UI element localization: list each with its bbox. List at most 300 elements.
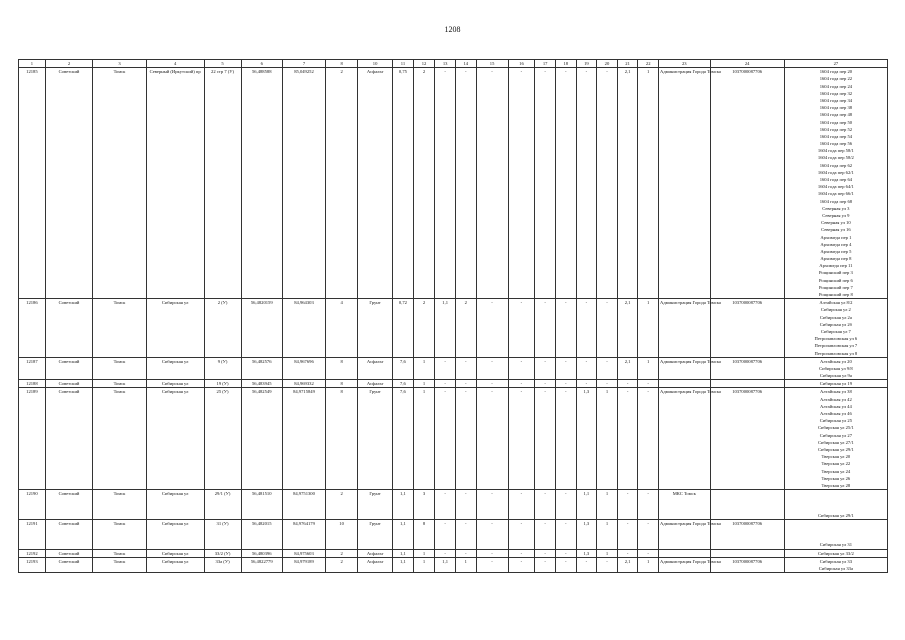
address-line [786, 527, 886, 534]
table-cell: 12193 [19, 557, 46, 572]
table-cell: 7,6 [393, 388, 414, 490]
table-cell: - [476, 357, 508, 380]
table-cell: 25 (У) [204, 388, 241, 490]
address-line: Сибирская ул 2б [819, 321, 853, 327]
table-cell: - [508, 549, 535, 557]
address-line: Сибирская ул 27 [819, 432, 852, 438]
table-cell: - [576, 380, 597, 388]
table-cell [710, 490, 784, 520]
table-cell: - [617, 380, 638, 388]
table-cell: Администрация Города Томска [659, 357, 711, 380]
address-line: Сибирская ул 2 [820, 307, 851, 313]
table-cell: - [476, 388, 508, 490]
address-line: Тверская ул 20 [821, 454, 851, 460]
table-cell: 3 [413, 490, 435, 520]
table-cell: 1 [597, 490, 618, 520]
table-cell: Администрация Города Томска [659, 557, 711, 572]
table-cell: 1 [638, 68, 659, 299]
table-cell: - [455, 380, 476, 388]
table-cell: 33/2 (У) [204, 549, 241, 557]
address-line: 1604 года пер 64/1 [817, 184, 854, 190]
table-row [19, 557, 888, 572]
address-line: Тверская ул 24 [821, 468, 851, 474]
address-list-cell [784, 299, 887, 358]
column-header: 6 [241, 60, 282, 68]
table-cell: Советский [45, 549, 92, 557]
table-cell: - [597, 68, 618, 299]
table-cell: 1 [638, 557, 659, 572]
address-list-cell [784, 68, 887, 299]
table-body [19, 68, 888, 573]
address-line: 1604 года пер 48 [819, 112, 853, 118]
table-cell: Асфальт [358, 549, 393, 557]
table-cell: 56,4822779 [241, 557, 282, 572]
table-cell: - [535, 557, 556, 572]
table-row [19, 519, 888, 549]
table-cell: - [576, 68, 597, 299]
table-cell: 2,1 [617, 357, 638, 380]
address-line: Тверская ул 26 [821, 475, 851, 481]
table-cell: - [535, 519, 556, 549]
table-cell: - [508, 68, 535, 299]
table-cell: 1 [413, 557, 435, 572]
table-cell: 56,480396 [241, 549, 282, 557]
table-cell: 9 (У) [204, 357, 241, 380]
table-cell: - [555, 380, 576, 388]
table-cell: - [638, 380, 659, 388]
table-cell: 1037000087706 [710, 357, 784, 380]
address-list-cell [784, 490, 887, 520]
table-cell: Грунт [358, 490, 393, 520]
table-cell: - [508, 519, 535, 549]
address-line [786, 504, 886, 511]
table-cell: 12185 [19, 68, 46, 299]
table-row [19, 357, 888, 380]
table-cell: - [508, 380, 535, 388]
table-cell: 1,1 [393, 557, 414, 572]
table-cell: - [555, 490, 576, 520]
table-cell: 1 [413, 357, 435, 380]
table-cell: Советский [45, 380, 92, 388]
table-cell: - [508, 490, 535, 520]
address-line: 1604 года пер 22 [819, 76, 853, 82]
table-cell: 84,9751300 [282, 490, 325, 520]
table-cell: 56,481510 [241, 490, 282, 520]
address-list-cell [784, 357, 887, 380]
table-cell: Советский [45, 68, 92, 299]
table-cell: 12188 [19, 380, 46, 388]
column-header: 18 [555, 60, 576, 68]
table-cell: - [535, 68, 556, 299]
table-cell: - [455, 357, 476, 380]
address-line: Сибирская ул 29/1 [817, 512, 854, 518]
table-cell: 84,979189 [282, 557, 325, 572]
table-row [19, 388, 888, 490]
table-cell: - [555, 357, 576, 380]
table-cell: 1,3 [576, 388, 597, 490]
table-cell [710, 549, 784, 557]
table-cell: - [435, 68, 456, 299]
column-header: 4 [146, 60, 204, 68]
table-cell: 1 [413, 380, 435, 388]
address-line: Сибирская ул 33/2 [817, 550, 854, 556]
table-cell [710, 380, 784, 388]
address-line: 1604 года пер 32 [819, 90, 853, 96]
table-cell: 1 [597, 388, 618, 490]
address-line: Архимеда пер 4 [820, 241, 852, 247]
address-line: 1604 года пер 54 [819, 133, 853, 139]
table-cell: Сибирская ул [146, 549, 204, 557]
table-cell: - [535, 357, 556, 380]
table-cell: Томск [93, 557, 147, 572]
column-header: 21 [617, 60, 638, 68]
address-line: Сибирская ул 9а [819, 373, 852, 379]
table-cell: 84,9764179 [282, 519, 325, 549]
address-line: Сибирская ул 31 [819, 542, 852, 548]
table-cell: 1 [638, 357, 659, 380]
address-line: Архимеда пер 8 [820, 256, 852, 262]
table-row [19, 380, 888, 388]
address-line: Сибирская ул 33а [818, 565, 854, 571]
table-cell: - [576, 357, 597, 380]
table-cell: Советский [45, 299, 92, 358]
table-cell: - [555, 519, 576, 549]
table-cell: Асфальт [358, 68, 393, 299]
column-header: 20 [597, 60, 618, 68]
table-cell: - [435, 357, 456, 380]
address-line: 1604 года пер 58/1 [817, 148, 854, 154]
table-cell: - [508, 388, 535, 490]
table-cell: 2 (У) [204, 299, 241, 358]
table-cell: Сибирская ул [146, 380, 204, 388]
table-cell: - [455, 388, 476, 490]
table-cell: Томск [93, 380, 147, 388]
table-cell: - [555, 388, 576, 490]
table-cell: 2,1 [617, 557, 638, 572]
address-line: 1604 года пер 38 [819, 105, 853, 111]
table-cell: - [535, 380, 556, 388]
address-line: Сибирская ул 19 [819, 381, 852, 387]
address-line: 1604 года пер 62/1 [817, 169, 854, 175]
table-cell: 29/1 (У) [204, 490, 241, 520]
table-cell: 2,1 [617, 68, 638, 299]
table-cell: - [617, 549, 638, 557]
column-header: 15 [476, 60, 508, 68]
column-header: 13 [435, 60, 456, 68]
table-cell: 12192 [19, 549, 46, 557]
table-cell: 7,6 [393, 357, 414, 380]
address-line: Северная ул 9 [822, 212, 850, 218]
table-cell: - [576, 557, 597, 572]
table-cell: - [476, 299, 508, 358]
table-row [19, 549, 888, 557]
table-cell: Асфальт [358, 357, 393, 380]
table-cell: Советский [45, 357, 92, 380]
table-cell: - [597, 357, 618, 380]
table-cell: 0,72 [393, 299, 414, 358]
table-cell: 56,4820159 [241, 299, 282, 358]
table-cell: - [617, 519, 638, 549]
table-cell: Томск [93, 549, 147, 557]
table-cell: - [455, 519, 476, 549]
table-cell: 84,975603 [282, 549, 325, 557]
register-table [18, 59, 888, 573]
address-line: 1604 года пер 68 [819, 198, 853, 204]
table-cell: 2 [326, 68, 358, 299]
address-line [786, 497, 886, 504]
table-cell: 12187 [19, 357, 46, 380]
table-cell: Томск [93, 68, 147, 299]
address-line: Сибирская ул 9/8 [819, 365, 853, 371]
address-line: Сибирская ул 2а [819, 314, 852, 320]
table-row [19, 299, 888, 358]
table-cell: - [435, 490, 456, 520]
address-line [786, 534, 886, 541]
table-cell: - [435, 519, 456, 549]
column-header: 17 [535, 60, 556, 68]
table-cell: 31 (У) [204, 519, 241, 549]
address-line: 1604 года пер 24 [819, 83, 853, 89]
address-line: Северная ул 3 [822, 205, 850, 211]
table-cell: 8 [326, 388, 358, 490]
table-cell: 2,1 [617, 299, 638, 358]
address-line: 1604 года пер 50 [819, 119, 853, 125]
address-line: Алтайская ул 38 [819, 389, 852, 395]
address-list-cell [784, 557, 887, 572]
table-cell: - [476, 490, 508, 520]
table-cell: 1037000087706 [710, 299, 784, 358]
address-line: Рощинский пер 3 [818, 270, 853, 276]
table-cell: - [597, 380, 618, 388]
table-cell: Советский [45, 557, 92, 572]
table-cell: - [476, 549, 508, 557]
table-cell: Асфальт [358, 380, 393, 388]
address-line: Сибирская ул 29/1 [817, 446, 854, 452]
table-cell: - [617, 388, 638, 490]
table-cell: 2 [326, 490, 358, 520]
table-cell: 84,9715849 [282, 388, 325, 490]
table-cell: Администрация Города Томска [659, 68, 711, 299]
table-cell: - [535, 490, 556, 520]
table-row [19, 490, 888, 520]
table-cell: 1037000087706 [710, 519, 784, 549]
table-cell: - [638, 549, 659, 557]
column-header: 10 [358, 60, 393, 68]
table-cell: 8 [413, 519, 435, 549]
address-line: Алтайская ул 46 [819, 411, 852, 417]
table-cell: - [638, 490, 659, 520]
table-cell [659, 549, 711, 557]
table-cell: - [476, 68, 508, 299]
table-cell: 1037000087706 [710, 68, 784, 299]
table-cell: Томск [93, 490, 147, 520]
table-cell: - [435, 388, 456, 490]
column-header: 1 [19, 60, 46, 68]
table-cell: 56,482015 [241, 519, 282, 549]
address-line: Архимеда пер 1 [820, 234, 852, 240]
address-line: 1604 года пер 64 [819, 177, 853, 183]
column-header: 23 [659, 60, 711, 68]
address-line: 1604 года пер 56 [819, 141, 853, 147]
table-cell: 1,1 [435, 557, 456, 572]
table-cell: - [435, 380, 456, 388]
address-line: 1604 года пер 52 [819, 126, 853, 132]
table-cell: Советский [45, 388, 92, 490]
table-cell: Томск [93, 519, 147, 549]
table-cell: 7,6 [393, 380, 414, 388]
table-cell: - [597, 299, 618, 358]
table-cell: - [638, 388, 659, 490]
table-cell: Советский [45, 519, 92, 549]
column-header: 5 [204, 60, 241, 68]
table-cell: 56,482576 [241, 357, 282, 380]
table-cell: Томск [93, 388, 147, 490]
table-cell: Грунт [358, 299, 393, 358]
table-cell: 56,488588 [241, 68, 282, 299]
address-line: Рощинский пер 8 [818, 292, 853, 298]
table-cell: 22 стр 7 (У) [204, 68, 241, 299]
table-cell: 12186 [19, 299, 46, 358]
column-header: 19 [576, 60, 597, 68]
table-cell: - [617, 490, 638, 520]
table-cell: - [555, 549, 576, 557]
table-cell: - [455, 549, 476, 557]
table-cell: - [535, 549, 556, 557]
table-cell: 56,482549 [241, 388, 282, 490]
table-cell: - [508, 357, 535, 380]
table-cell: 33а (У) [204, 557, 241, 572]
column-header: 27 [784, 60, 887, 68]
table-cell: - [638, 519, 659, 549]
table-cell: 84,967696 [282, 357, 325, 380]
table-cell: 1,1 [435, 299, 456, 358]
table-cell: Сибирская ул [146, 299, 204, 358]
table-cell: 12189 [19, 388, 46, 490]
table-row [19, 68, 888, 299]
table-cell: 1,1 [393, 519, 414, 549]
table-cell: Сибирская ул [146, 490, 204, 520]
table-cell: 1 [413, 549, 435, 557]
table-cell: 2 [413, 299, 435, 358]
table-cell: Грунт [358, 388, 393, 490]
column-header: 16 [508, 60, 535, 68]
table-cell: 1,3 [576, 519, 597, 549]
table-cell: 85,049252 [282, 68, 325, 299]
address-line [786, 520, 886, 527]
column-header: 2 [45, 60, 92, 68]
table-cell: 84,969332 [282, 380, 325, 388]
table-cell: 1 [455, 557, 476, 572]
table-cell: 0,75 [393, 68, 414, 299]
column-header: 8 [326, 60, 358, 68]
table-cell: 4 [326, 299, 358, 358]
table-cell: 1 [597, 519, 618, 549]
table-cell: - [508, 557, 535, 572]
address-line: Петропавловская ул 7 [814, 343, 858, 349]
page-number: 1208 [444, 25, 461, 34]
table-cell: Сибирская ул [146, 388, 204, 490]
table-cell: 2 [326, 557, 358, 572]
table-cell: Администрация Города Томска [659, 519, 711, 549]
table-cell: 1,1 [576, 490, 597, 520]
address-line: Тверская ул 22 [821, 461, 851, 467]
table-cell: Асфальт [358, 557, 393, 572]
table-cell: 1037000087706 [710, 557, 784, 572]
table-cell: Томск [93, 357, 147, 380]
table-cell: 1 [638, 299, 659, 358]
address-line: Сибирская ул 27/1 [817, 439, 854, 445]
column-header: 22 [638, 60, 659, 68]
column-header: 7 [282, 60, 325, 68]
address-line: 1604 года пер 20 [819, 69, 853, 75]
table-cell: Сибирская ул [146, 519, 204, 549]
table-cell: 1,1 [393, 490, 414, 520]
address-line: Алтайская ул 44 [819, 403, 852, 409]
table-cell: 8 [326, 357, 358, 380]
address-list-cell [784, 380, 887, 388]
table-cell: Администрация Города Томска [659, 299, 711, 358]
column-header: 24 [710, 60, 784, 68]
address-line: Северная ул 16 [821, 227, 851, 233]
table-cell: - [508, 299, 535, 358]
table-cell: - [455, 490, 476, 520]
column-header: 3 [93, 60, 147, 68]
header-row [19, 60, 888, 68]
address-line: Сибирская ул 7 [820, 328, 851, 334]
address-line: Петропавловская ул 8 [814, 350, 858, 356]
address-line: Сибирская ул 25/1 [817, 425, 854, 431]
table-cell: 1,3 [576, 549, 597, 557]
address-list-cell [784, 388, 887, 490]
address-line: 1604 года пер 66/1 [817, 191, 854, 197]
table-cell: 56,483945 [241, 380, 282, 388]
table-cell: - [476, 380, 508, 388]
address-line: Рощинский пер 6 [818, 277, 853, 283]
table-cell: 2 [326, 549, 358, 557]
table-cell: 19 (У) [204, 380, 241, 388]
address-list-cell [784, 549, 887, 557]
address-line: Тверская ул 28 [821, 482, 851, 488]
table-cell: 12190 [19, 490, 46, 520]
table-cell: - [555, 557, 576, 572]
address-line: 1604 года пер 34 [819, 97, 853, 103]
table-cell: - [555, 68, 576, 299]
table-cell: Администрация Города Томска [659, 388, 711, 490]
table-cell: Сибирская ул [146, 557, 204, 572]
table-cell: - [435, 549, 456, 557]
table-cell: - [535, 388, 556, 490]
address-line [786, 490, 886, 497]
address-line: Архимеда пер 11 [819, 263, 853, 269]
address-line: Сибирская ул 33 [819, 558, 852, 564]
address-line: Северная ул 10 [821, 220, 851, 226]
table-cell: 2 [413, 68, 435, 299]
address-line: 1604 года пер 62 [819, 162, 853, 168]
table-cell: - [455, 68, 476, 299]
address-line: 1604 года пер 58/2 [817, 155, 854, 161]
table-cell: 2 [455, 299, 476, 358]
address-line: Петропавловская ул 6 [814, 336, 858, 342]
table-cell: 1,1 [393, 549, 414, 557]
table-cell: Сибирская ул [146, 357, 204, 380]
table-cell: Грунт [358, 519, 393, 549]
table-cell: - [576, 299, 597, 358]
table-cell: Томск [93, 299, 147, 358]
table-cell: 10 [326, 519, 358, 549]
table-cell: Советский [45, 490, 92, 520]
address-line: Рощинский пер 7 [818, 284, 853, 290]
address-list-cell [784, 519, 887, 549]
